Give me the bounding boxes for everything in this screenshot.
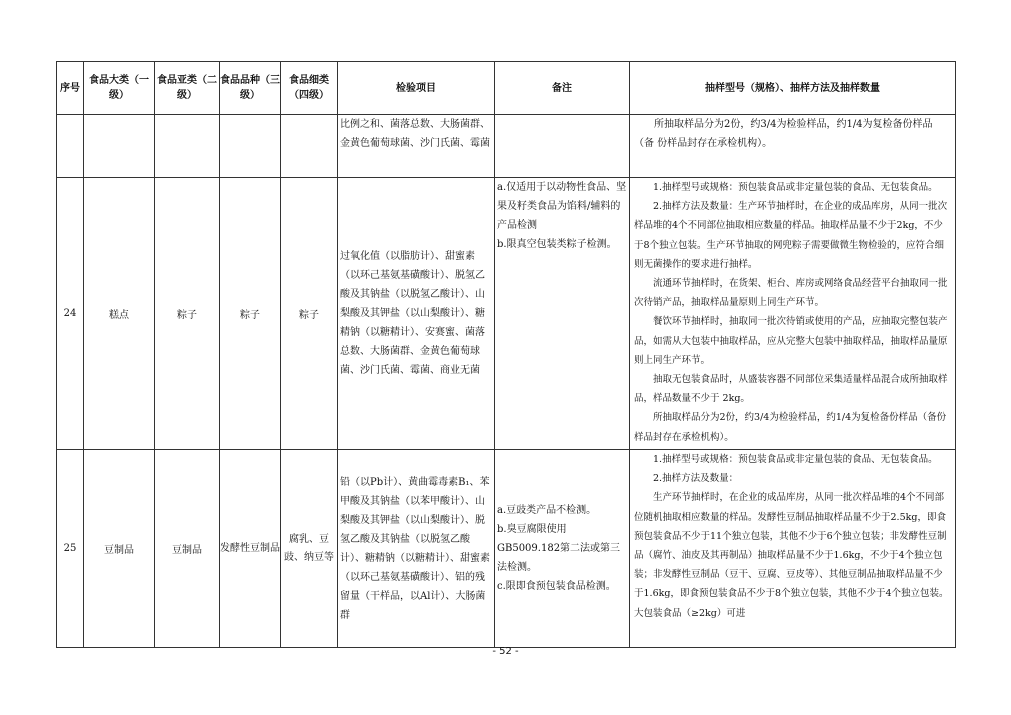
cell-sampling (630, 450, 956, 648)
header-cat2: 食品亚类（二级） (155, 62, 220, 115)
sampling-paragraph: 生产环节抽样时，在企业的成品库房，从同一批次样品堆的4个不同部 位随机抽取相应数量的样品。发酵性豆制品抽取样品量不少于2.5kg，即食预包装食品不少于11个独立包装，其他不少于6个独立包装；非发酵性豆制品（腐竹、油皮及其再制品）抽取样品量不少于1.6kg，不少于4个独立包装；非发酵性豆制品（豆干、豆腐、豆皮等）、其他豆制品抽取样品量不少于1.6kg，即食预包装食品不少于8个独立包装，其他不少于4个独立包装。大包装食品（≥2kg）可进 (634, 492, 949, 619)
cell-sampling (630, 115, 956, 178)
cell-items: 铅（以Pb计）、黄曲霉毒素B₁、苯甲酸及其钠盐（以苯甲酸计）、山梨酸及其钾盐（以山梨酸计）、脱氢乙酸及其钠盐（以脱氢乙酸计）、糖精钠（以糖精计）、甜蜜素（以环己基氨基磺酸计）、铝的残留量（干样品，以Al计）、大肠菌群 (338, 450, 495, 648)
cell-items: 过氧化值（以脂肪计）、甜蜜素（以环己基氨基磺酸计）、脱氢乙酸及其钠盐（以脱氢乙酸计）、山梨酸及其钾盐（以山梨酸计）、糖精钠（以糖精计）、安赛蜜、菌落总数、大肠菌群、金黄色葡萄球菌、沙门氏菌、霉菌、商业无菌 (338, 178, 495, 450)
header-seq: 序号 (57, 62, 84, 115)
header-row (57, 62, 956, 115)
sampling-paragraph: 所抽取样品分为2份，约3/4为检验样品，约1/4为复检备份样品（备 份样品封存在承检机构）。 (634, 119, 933, 149)
header-cat1: 食品大类（一级） (84, 62, 155, 115)
cell-cat1: 豆制品 (84, 450, 155, 648)
table-row (57, 450, 956, 648)
sampling-paragraph: 所抽取样品分为2份，约3/4为检验样品，约1/4为复检备份样品（备份样品封存在承检机构）。 (634, 412, 947, 443)
header-cat3: 食品品种（三级） (220, 62, 281, 115)
cell-cat2: 粽子 (155, 178, 220, 450)
sampling-paragraph: 流通环节抽样时，在货架、柜台、库房或网络食品经营平台抽取同一批次待销产品，抽取样品量原则上同生产环节。 (634, 278, 948, 309)
sampling-paragraph: 抽取无包装食品时，从盛装容器不同部位采集适量样品混合成所抽取样品，样品数量不少于 2kg。 (634, 374, 948, 405)
header-items: 检验项目 (338, 62, 495, 115)
header-cat4: 食品细类（四级） (281, 62, 338, 115)
sampling-paragraph: 1.抽样型号或规格：预包装食品或非定量包装的食品、无包装食品。 (653, 182, 938, 193)
cell-seq: 24 (57, 178, 84, 450)
cell-items: 比例之和、菌落总数、大肠菌群、金黄色葡萄球菌、沙门氏菌、霉菌 (338, 115, 495, 178)
header-sampling: 抽样型号（规格）、抽样方法及抽样数量 (630, 62, 956, 115)
cell-seq: 25 (57, 450, 84, 648)
sampling-paragraph: 1.抽样型号或规格：预包装食品或非定量包装的食品、无包装食品。 (653, 454, 938, 465)
page-number: - 52 - (492, 646, 519, 657)
cell-remarks (495, 115, 630, 178)
cell-cat1: 糕点 (84, 178, 155, 450)
inspection-table (56, 61, 956, 648)
cell-cat4: 粽子 (281, 178, 338, 450)
table-row (57, 178, 956, 450)
cell-cat3: 发酵性豆制品 (220, 450, 281, 648)
cell-cat2: 豆制品 (155, 450, 220, 648)
cell-remarks: a.豆豉类产品不检测。 b.臭豆腐限使用GB5009.182第二法或第三法检测。 c.限即食预包装食品检测。 (495, 450, 630, 648)
cell-seq (57, 115, 84, 178)
cell-cat3 (220, 115, 281, 178)
cell-cat4: 腐乳、豆豉、纳豆等 (281, 450, 338, 648)
cell-cat3: 粽子 (220, 178, 281, 450)
cell-cat2 (155, 115, 220, 178)
sampling-paragraph: 2.抽样方法及数量：生产环节抽样时，在企业的成品库房，从同一批次样品堆的4个不同部位抽取相应数量的样品。抽取样品量不少于2kg，不少于8个独立包装。生产环节抽取的网兜粽子需要做微生物检验的，应符合细则无菌操作的要求进行抽样。 (634, 201, 948, 270)
cell-remarks: a.仅适用于以动物性食品、坚果及籽类食品为馅料/辅料的产品检测 b.限真空包装类粽子检测。 (495, 178, 630, 450)
cell-sampling (630, 178, 956, 450)
cell-cat1 (84, 115, 155, 178)
sampling-paragraph: 餐饮环节抽样时，抽取同一批次待销或使用的产品，应抽取完整包装产品，如需从大包装中抽取样品，应从完整大包装中抽取样品，抽取样品量原则上同生产环节。 (634, 316, 948, 366)
header-remarks: 备注 (495, 62, 630, 115)
sampling-paragraph: 2.抽样方法及数量： (653, 473, 739, 485)
table-row (57, 115, 956, 178)
cell-cat4 (281, 115, 338, 178)
